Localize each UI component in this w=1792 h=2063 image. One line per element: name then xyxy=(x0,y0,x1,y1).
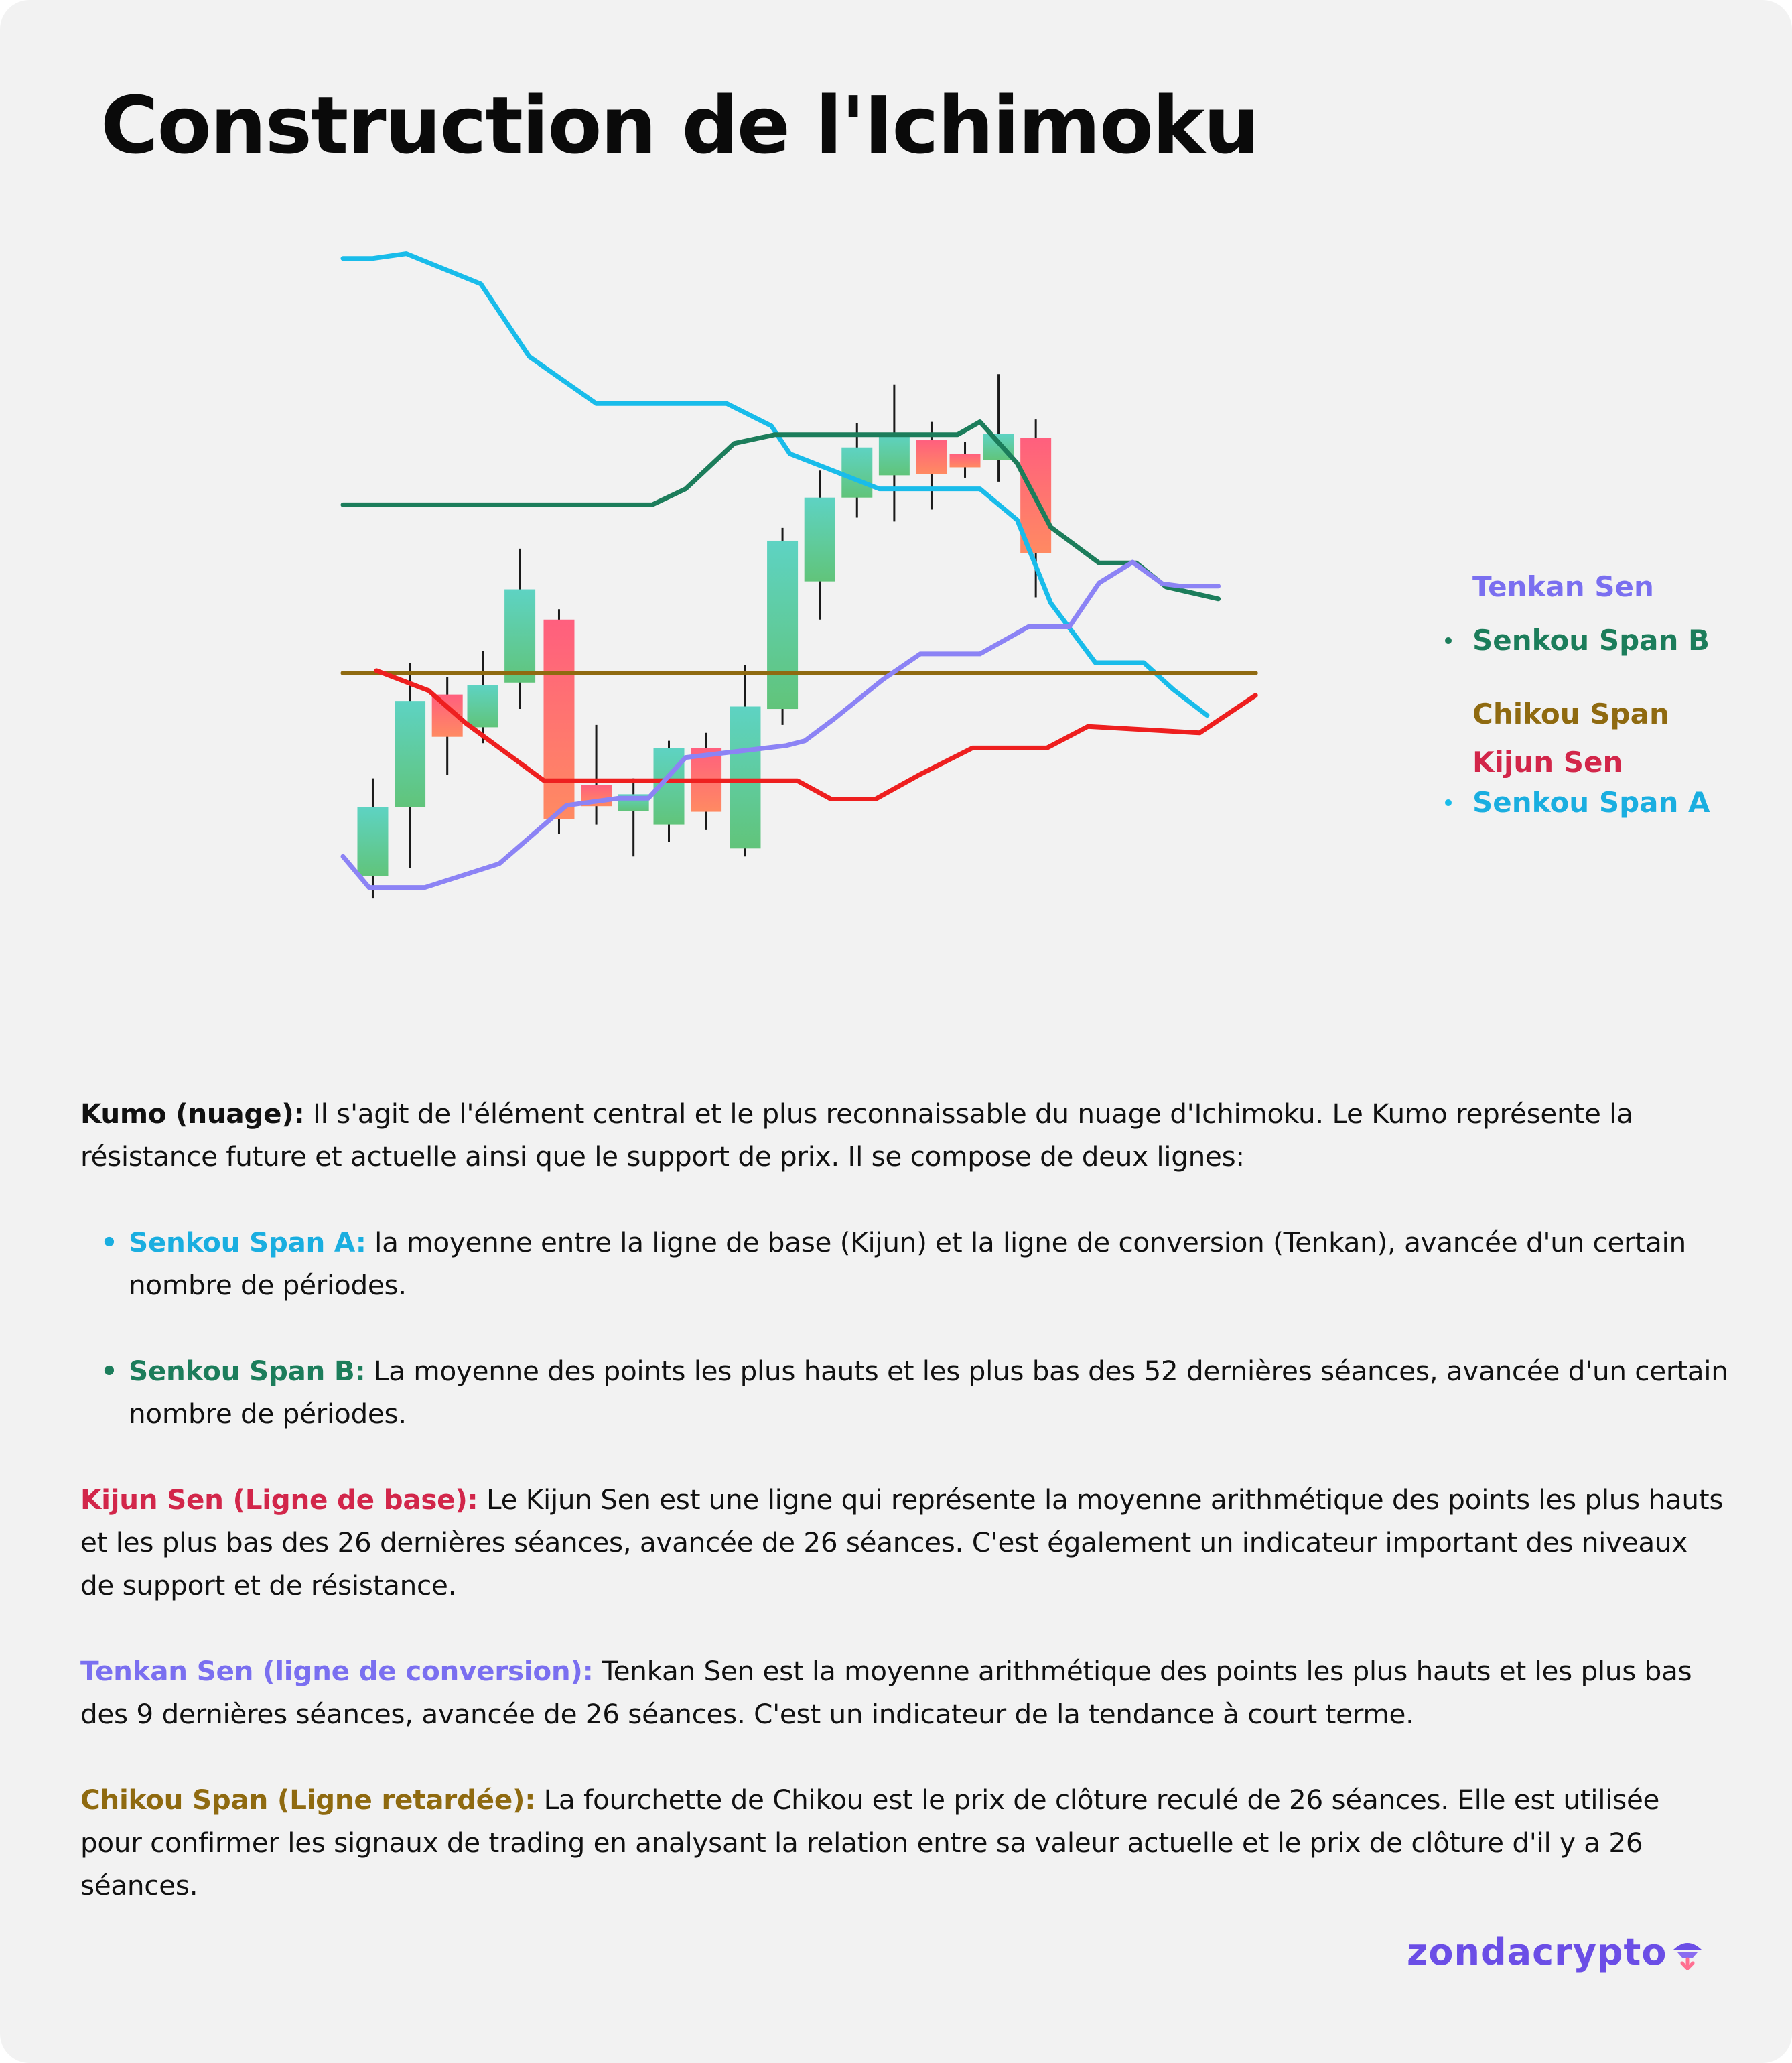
legend-marker xyxy=(1445,637,1452,644)
candle-11 xyxy=(730,665,760,857)
list-item-senkou-a xyxy=(100,1221,1728,1307)
indicator-lines xyxy=(343,254,1255,888)
page-title: Construction de l'Ichimoku xyxy=(100,79,1259,172)
zonda-logo-icon xyxy=(1671,1939,1704,1970)
kumo-paragraph xyxy=(80,1092,1728,1178)
kijun-text: Le Kijun Sen est une ligne qui représente la moyenne arithmétique des points les plus hauts et les plus bas des 26 dernières séances, avancée de 26 séances. C'est également un indicateur important des niveaux de support et de résistance. xyxy=(80,1483,1724,1601)
senkou-b-text: La moyenne des points les plus hauts et les plus bas des 52 dernières séances, avancée d'un certain nombre de périodes. xyxy=(129,1355,1728,1430)
legend-item-senkou-b xyxy=(1445,624,1710,657)
candle-body-bullish xyxy=(504,590,535,683)
candle-body-bullish xyxy=(767,541,798,709)
legend-label: Senkou Span B xyxy=(1472,624,1710,657)
candle-body-bullish xyxy=(879,434,910,476)
brand-logo xyxy=(1407,1931,1704,1973)
tenkan-text: Tenkan Sen est la moyenne arithmétique des points les plus hauts et les plus bas des 9 dernières séances, avancée de 26 séances. C'est un indicateur de la tendance à court terme. xyxy=(80,1655,1692,1730)
chikou-text: La fourchette de Chikou est le prix de clôture reculé de 26 séances. Elle est utilisée pour confirmer les signaux de trading en analysant la relation entre sa valeur actuelle et le prix de clôture d'il y a 26 séances. xyxy=(80,1784,1660,1902)
candle-body-bullish xyxy=(357,807,388,876)
legend-marker xyxy=(1445,799,1452,806)
candle-7 xyxy=(581,725,612,825)
kumo-text: Il s'agit de l'élément central et le plus reconnaissable du nuage d'Ichimoku. Le Kumo représente la résistance future et actuelle ainsi que le support de prix. Il se compose de deux lignes: xyxy=(80,1097,1633,1173)
candle-15 xyxy=(879,385,910,522)
candle-body-bullish xyxy=(841,448,872,498)
kijun-term: Kijun Sen (Ligne de base): xyxy=(80,1483,478,1516)
candle-body-bearish xyxy=(916,440,947,474)
bullet-marker: • xyxy=(100,1226,118,1258)
brand-name: zondacrypto xyxy=(1407,1931,1667,1973)
legend-label: Tenkan Sen xyxy=(1472,570,1654,603)
kumo-term: Kumo (nuage): xyxy=(80,1097,305,1130)
legend-item-senkou-a xyxy=(1445,786,1710,819)
candle-14 xyxy=(841,423,872,517)
candle-2 xyxy=(395,663,425,868)
legend-label: Kijun Sen xyxy=(1472,746,1623,779)
candle-17 xyxy=(950,442,981,478)
bullet-marker: • xyxy=(100,1355,118,1387)
senkou-b-term: Senkou Span B: xyxy=(129,1355,366,1387)
candle-body-bearish xyxy=(543,620,574,819)
candle-3 xyxy=(432,677,463,775)
candle-body-bullish xyxy=(805,498,835,582)
candle-13 xyxy=(805,470,835,620)
legend-label: Senkou Span A xyxy=(1472,786,1710,819)
candle-5 xyxy=(504,549,535,709)
candle-body-bearish xyxy=(950,454,981,467)
chart-legend xyxy=(1445,570,1710,819)
candle-body-bullish xyxy=(468,685,498,727)
senkou-a-term: Senkou Span A: xyxy=(129,1226,366,1258)
chikou-term: Chikou Span (Ligne retardée): xyxy=(80,1784,536,1816)
legend-label: Chikou Span xyxy=(1472,697,1669,730)
tenkan-paragraph xyxy=(80,1650,1728,1735)
candlesticks xyxy=(357,374,1051,898)
candle-12 xyxy=(767,528,798,725)
candle-body-bullish xyxy=(730,706,760,848)
chikou-paragraph xyxy=(80,1778,1728,1907)
senkou-a-text: la moyenne entre la ligne de base (Kijun) et la ligne de conversion (Tenkan), avancée d'un certain nombre de périodes. xyxy=(129,1226,1686,1301)
explanation-text xyxy=(80,1092,1728,1950)
legend-item-chikou xyxy=(1472,697,1669,730)
legend-item-kijun xyxy=(1472,746,1623,779)
candle-9 xyxy=(654,741,685,842)
legend-item-tenkan xyxy=(1472,570,1654,603)
kumo-lines-list xyxy=(80,1221,1728,1435)
candle-8 xyxy=(618,779,649,857)
candle-6 xyxy=(543,609,574,834)
list-item-senkou-b xyxy=(100,1349,1728,1435)
candle-body-bullish xyxy=(395,701,425,807)
tenkan-term: Tenkan Sen (ligne de conversion): xyxy=(80,1655,594,1687)
kijun-paragraph xyxy=(80,1478,1728,1607)
